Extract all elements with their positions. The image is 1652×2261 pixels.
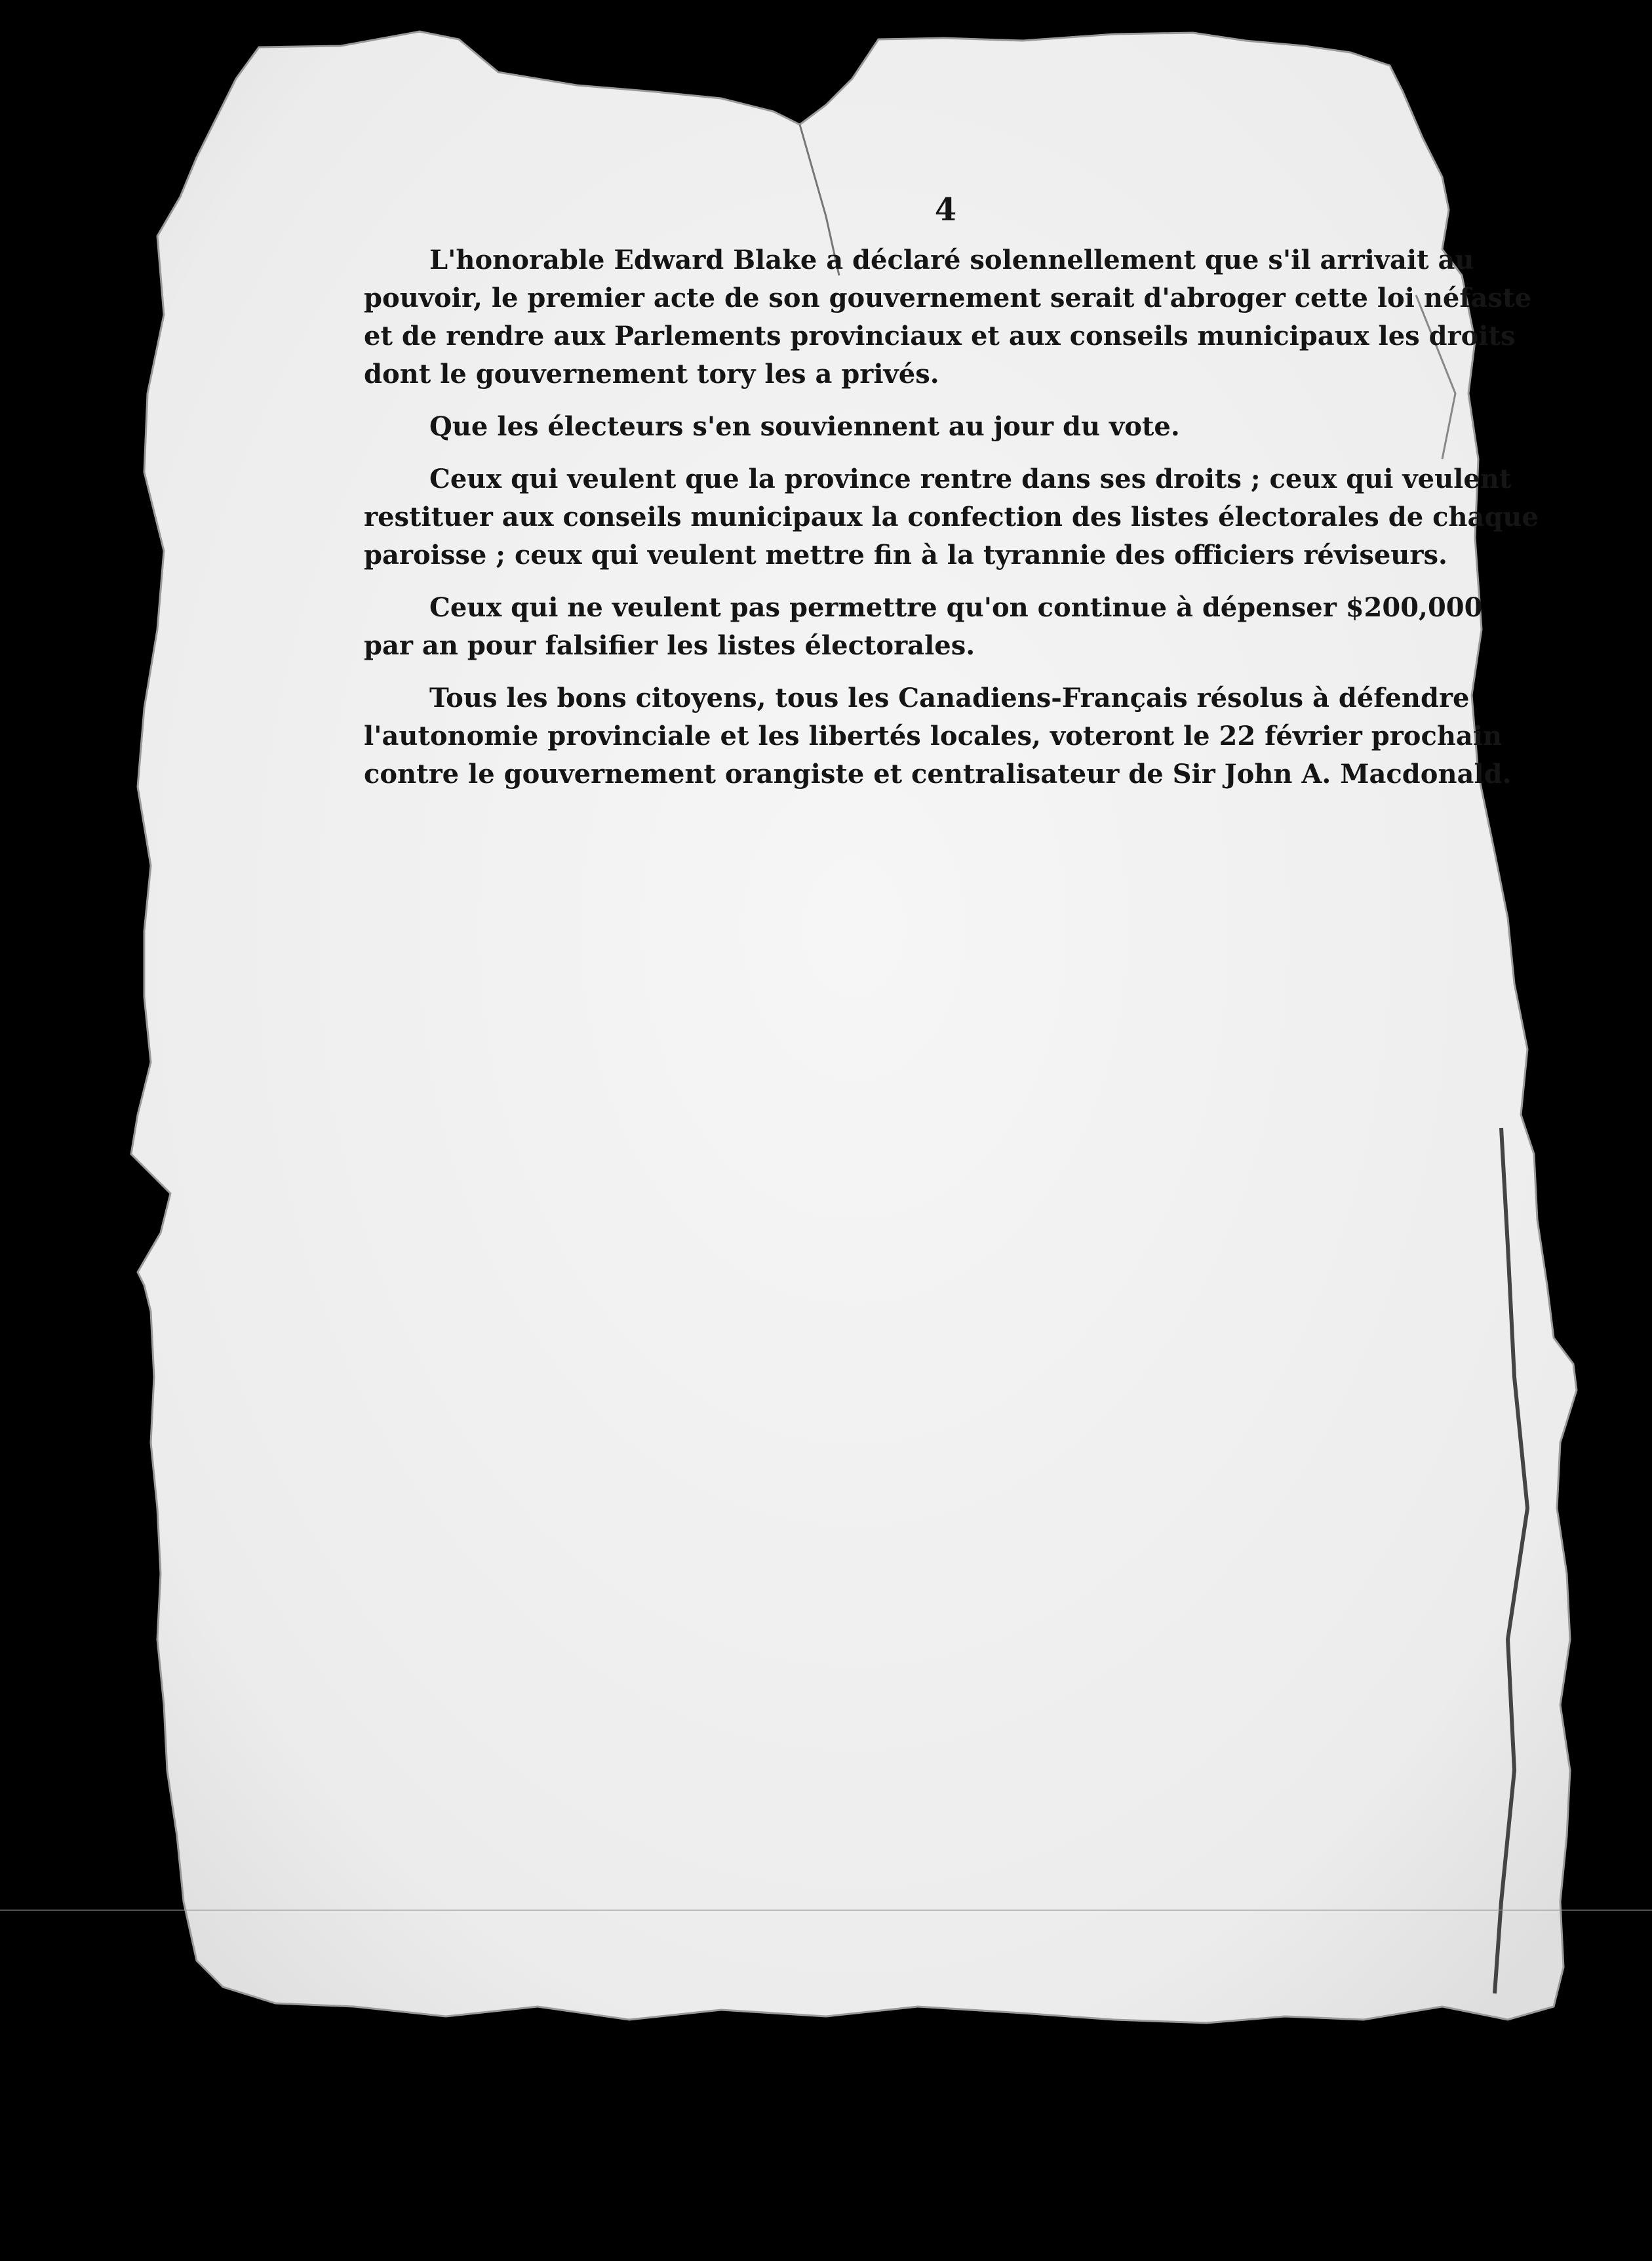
text-line: pouvoir, le premier acte de son gouvernement serait d'abroger cette loi néfaste: [364, 283, 1531, 313]
text-line: dont le gouvernement tory les a privés.: [364, 359, 939, 390]
text-line: Que les électeurs s'en souviennent au jour du vote.: [429, 411, 1180, 442]
scan-artifact-line: [0, 1910, 1652, 1911]
text-line: et de rendre aux Parlements provinciaux et aux conseils municipaux les droits: [364, 321, 1516, 351]
paragraph-citoyens: [364, 679, 1512, 793]
text-line: contre le gouvernement orangiste et centralisateur de Sir John A. Macdonald.: [364, 759, 1512, 790]
text-line: Ceux qui ne veulent pas permettre qu'on continue à dépenser $200,000: [429, 592, 1483, 623]
paragraph-droits: [364, 460, 1539, 574]
text-line: par an pour falsifier les listes électorales.: [364, 630, 975, 661]
document-body: [364, 190, 1539, 808]
text-line: restituer aux conseils municipaux la confection des listes électorales de chaque: [364, 502, 1539, 532]
text-line: L'honorable Edward Blake a déclaré solennellement que s'il arrivait au: [429, 245, 1474, 275]
text-line: Ceux qui veulent que la province rentre dans ses droits ; ceux qui veulent: [429, 464, 1512, 494]
text-line: Tous les bons citoyens, tous les Canadiens-Français résolus à défendre: [429, 683, 1470, 713]
text-line: paroisse ; ceux qui veulent mettre fin à la tyrannie des officiers réviseurs.: [364, 540, 1447, 570]
paragraph-blake: [364, 241, 1531, 393]
text-line: l'autonomie provinciale et les libertés locales, voteront le 22 février prochain: [364, 721, 1503, 751]
paragraph-depenser: [364, 589, 1483, 665]
page-number: 4: [934, 191, 957, 228]
paragraph-electeurs: [364, 408, 1423, 446]
